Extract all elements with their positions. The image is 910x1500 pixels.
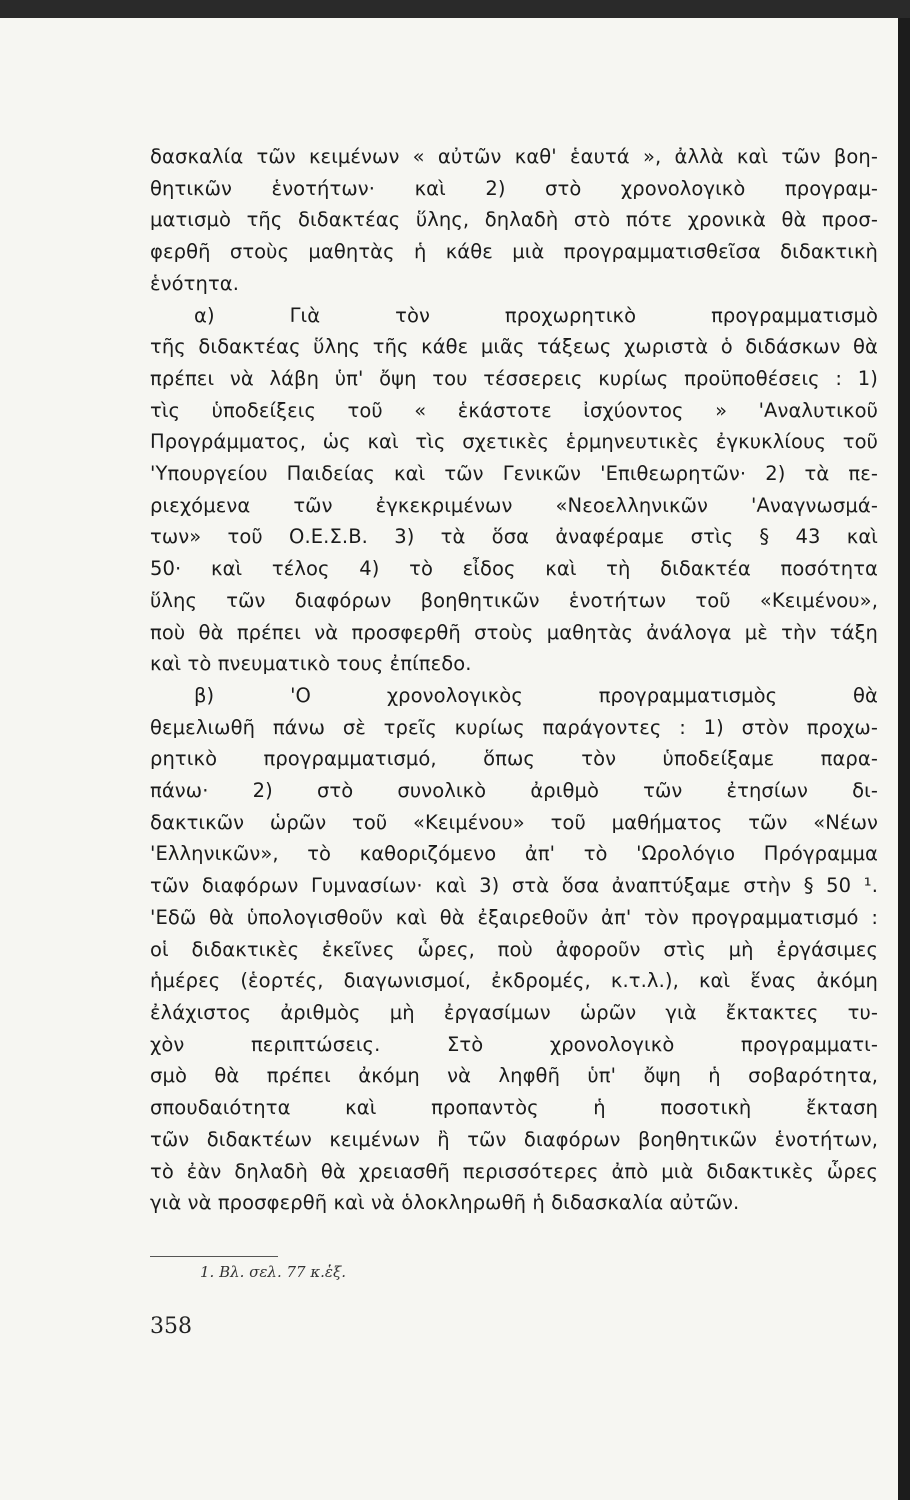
text-line: ρητικὸ προγραμματισμό, ὅπως τὸν ὑποδείξαμε παρα- [150,747,878,771]
text-line: ποὺ θὰ πρέπει νὰ προσφερθῆ στοὺς μαθητὰς ἀνάλογα μὲ τὴν τάξη [150,620,878,644]
text-line: φερθῆ στοὺς μαθητὰς ἡ κάθε μιὰ προγραμματισθεῖσα διδακτικὴ [150,240,878,264]
paragraph-alpha-start: α) Γιὰ τὸν προχωρητικὸ προγραμματισμὸ [194,303,878,327]
text-line: ἑνότητα. [150,271,240,295]
text-line: ἡμέρες (ἑορτές, διαγωνισμοί, ἐκδρομές, κ.τ.λ.), καὶ ἕνας ἀκόμη [150,969,878,993]
text-line: ματισμὸ τῆς διδακτέας ὕλης, δηλαδὴ στὸ πότε χρονικὰ θὰ προσ- [150,208,878,232]
text-line: τῶν διδακτέων κειμένων ἢ τῶν διαφόρων βοηθητικῶν ἑνοτήτων, [150,1127,878,1151]
body-text [150,141,878,1219]
text-line: 'Υπουργείου Παιδείας καὶ τῶν Γενικῶν 'Επιθεωρητῶν· 2) τὰ πε- [150,462,878,486]
text-line: τῆς διδακτέας ὕλης τῆς κάθε μιᾶς τάξεως χωριστὰ ὁ διδάσκων θὰ [150,335,878,359]
text-line: γιὰ νὰ προσφερθῆ καὶ νὰ ὁλοκληρωθῆ ἡ διδασκαλία αὐτῶν. [150,1191,740,1215]
text-line: τὶς ὑποδείξεις τοῦ « ἑκάστοτε ἰσχύοντος » 'Αναλυτικοῦ [150,398,878,422]
text-line: Προγράμματος, ὡς καὶ τὶς σχετικὲς ἑρμηνευτικὲς ἐγκυκλίους τοῦ [150,430,878,454]
book-page [0,18,898,1500]
page-number: 358 [150,1314,192,1339]
text-line: σμὸ θὰ πρέπει ἀκόμη νὰ ληφθῆ ὑπ' ὄψη ἡ σοβαρότητα, [150,1064,878,1088]
text-line: πρέπει νὰ λάβη ὑπ' ὄψη του τέσσερεις κυρίως προϋποθέσεις : 1) [150,366,878,390]
scan-top-edge [0,0,910,18]
footnote-divider [150,1256,278,1257]
text-line: δασκαλία τῶν κειμένων « αὐτῶν καθ' ἑαυτά », ἀλλὰ καὶ τῶν βοη- [150,145,878,168]
text-line: των» τοῦ Ο.Ε.Σ.Β. 3) τὰ ὅσα ἀναφέραμε στὶς § 43 καὶ [150,525,878,549]
footnote: 1. Βλ. σελ. 77 κ.ἑξ. [200,1263,347,1281]
text-line: 50· καὶ τέλος 4) τὸ εἶδος καὶ τὴ διδακτέα ποσότητα [150,557,878,581]
text-line: οἱ διδακτικὲς ἐκεῖνες ὧρες, ποὺ ἀφοροῦν στὶς μὴ ἐργάσιμες [150,937,878,961]
text-line: ριεχόμενα τῶν ἐγκεκριμένων «Νεοελληνικῶν 'Αναγνωσμά- [150,493,878,517]
text-line: 'Εδῶ θὰ ὑπολογισθοῦν καὶ θὰ ἐξαιρεθοῦν ἀπ' τὸν προγραμματισμό : [150,905,878,929]
text-line: θητικῶν ἑνοτήτων· καὶ 2) στὸ χρονολογικὸ προγραμ- [150,176,878,200]
text-line: σπουδαιότητα καὶ προπαντὸς ἡ ποσοτικὴ ἔκταση [150,1096,878,1120]
text-line: 'Ελληνικῶν», τὸ καθοριζόμενο ἀπ' τὸ 'Ωρολόγιο Πρόγραμμα [150,842,878,866]
text-line: τῶν διαφόρων Γυμνασίων· καὶ 3) στὰ ὅσα ἀναπτύξαμε στὴν § 50 ¹. [150,874,878,898]
text-line: ὕλης τῶν διαφόρων βοηθητικῶν ἑνοτήτων τοῦ «Κειμένου», [150,588,878,612]
text-line: τὸ ἐὰν δηλαδὴ θὰ χρειασθῆ περισσότερες ἀπὸ μιὰ διδακτικὲς ὧρες [150,1159,878,1183]
text-line: πάνω· 2) στὸ συνολικὸ ἀριθμὸ τῶν ἐτησίων δι- [150,779,878,803]
text-line: χὸν περιπτώσεις. Στὸ χρονολογικὸ προγραμματι- [150,1032,878,1056]
text-line: θεμελιωθῆ πάνω σὲ τρεῖς κυρίως παράγοντες : 1) στὸν προχω- [150,715,878,739]
text-line: δακτικῶν ὡρῶν τοῦ «Κειμένου» τοῦ μαθήματος τῶν «Νέων [150,810,878,834]
text-line: καὶ τὸ πνευματικὸ τους ἐπίπεδο. [150,652,472,676]
paragraph-beta-start: β) 'Ο χρονολογικὸς προγραμματισμὸς θὰ [194,683,878,707]
text-line: ἐλάχιστος ἀριθμὸς μὴ ἐργασίμων ὡρῶν γιὰ ἔκτακτες τυ- [150,1000,878,1024]
